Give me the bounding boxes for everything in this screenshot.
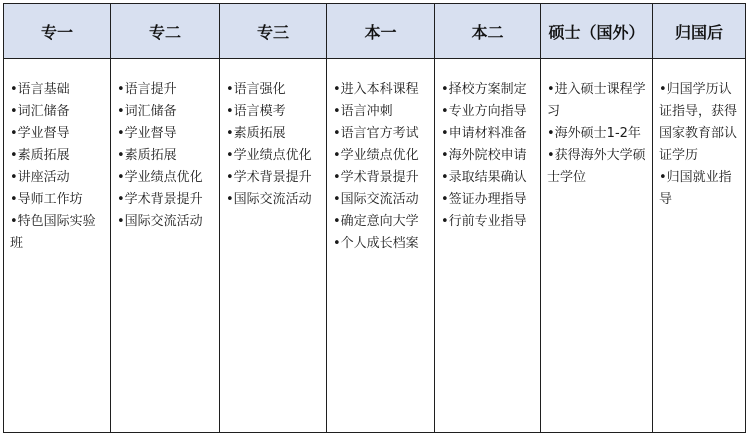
list-item: •语言强化 — [226, 82, 286, 97]
list-item: •素质拓展 — [117, 148, 177, 163]
cell-after-return — [653, 59, 746, 433]
item-list — [547, 79, 648, 189]
list-item: •归国学历认证指导，获得国家教育部认证学历 — [659, 82, 738, 163]
list-item: •获得海外大学硕士学位 — [547, 148, 646, 185]
item-list — [226, 79, 322, 211]
list-item: •海外院校申请 — [441, 148, 527, 163]
header-ben-1: 本一 — [327, 4, 435, 59]
header-zhuan-2: 专二 — [111, 4, 220, 59]
list-item: •国际交流活动 — [226, 192, 312, 207]
cell-ben-2 — [435, 59, 541, 433]
cell-ben-1 — [327, 59, 435, 433]
item-list — [441, 79, 536, 233]
list-item: •学术背景提升 — [117, 192, 203, 207]
list-item: •学业督导 — [117, 126, 177, 141]
cell-zhuan-2 — [111, 59, 220, 433]
list-item: •申请材料准备 — [441, 126, 527, 141]
list-item: •语言基础 — [10, 82, 70, 97]
list-item: •确定意向大学 — [333, 214, 419, 229]
list-item: •素质拓展 — [226, 126, 286, 141]
list-item: •录取结果确认 — [441, 170, 527, 185]
cell-master-abroad — [541, 59, 653, 433]
item-list — [659, 79, 741, 211]
list-item: •语言冲刺 — [333, 104, 393, 119]
header-after-return: 归国后 — [653, 4, 746, 59]
list-item: •学业绩点优化 — [333, 148, 419, 163]
education-pathway-table — [3, 3, 746, 433]
list-item: •国际交流活动 — [333, 192, 419, 207]
item-list — [10, 79, 106, 255]
list-item: •特色国际实验班 — [10, 214, 96, 251]
list-item: •择校方案制定 — [441, 82, 527, 97]
content-row — [4, 59, 746, 433]
header-zhuan-3: 专三 — [220, 4, 327, 59]
list-item: •素质拓展 — [10, 148, 70, 163]
list-item: •词汇储备 — [10, 104, 70, 119]
list-item: •导师工作坊 — [10, 192, 83, 207]
list-item: •个人成长档案 — [333, 236, 419, 251]
list-item: •词汇储备 — [117, 104, 177, 119]
list-item: •学业督导 — [10, 126, 70, 141]
cell-zhuan-3 — [220, 59, 327, 433]
header-zhuan-1: 专一 — [4, 4, 111, 59]
list-item: •签证办理指导 — [441, 192, 527, 207]
list-item: •归国就业指导 — [659, 170, 732, 207]
list-item: •海外硕士1-2年 — [547, 126, 641, 141]
list-item: •讲座活动 — [10, 170, 70, 185]
header-row — [4, 4, 746, 59]
list-item: •语言模考 — [226, 104, 286, 119]
list-item: •国际交流活动 — [117, 214, 203, 229]
list-item: •学术背景提升 — [226, 170, 312, 185]
header-master-abroad: 硕士（国外） — [541, 4, 653, 59]
item-list — [117, 79, 215, 233]
item-list — [333, 79, 430, 255]
list-item: •学术背景提升 — [333, 170, 419, 185]
list-item: •进入本科课程 — [333, 82, 419, 97]
list-item: •专业方向指导 — [441, 104, 527, 119]
list-item: •学业绩点优化 — [226, 148, 312, 163]
list-item: •语言官方考试 — [333, 126, 419, 141]
list-item: •进入硕士课程学习 — [547, 82, 646, 119]
list-item: •学业绩点优化 — [117, 170, 203, 185]
cell-zhuan-1 — [4, 59, 111, 433]
header-ben-2: 本二 — [435, 4, 541, 59]
list-item: •语言提升 — [117, 82, 177, 97]
list-item: •行前专业指导 — [441, 214, 527, 229]
